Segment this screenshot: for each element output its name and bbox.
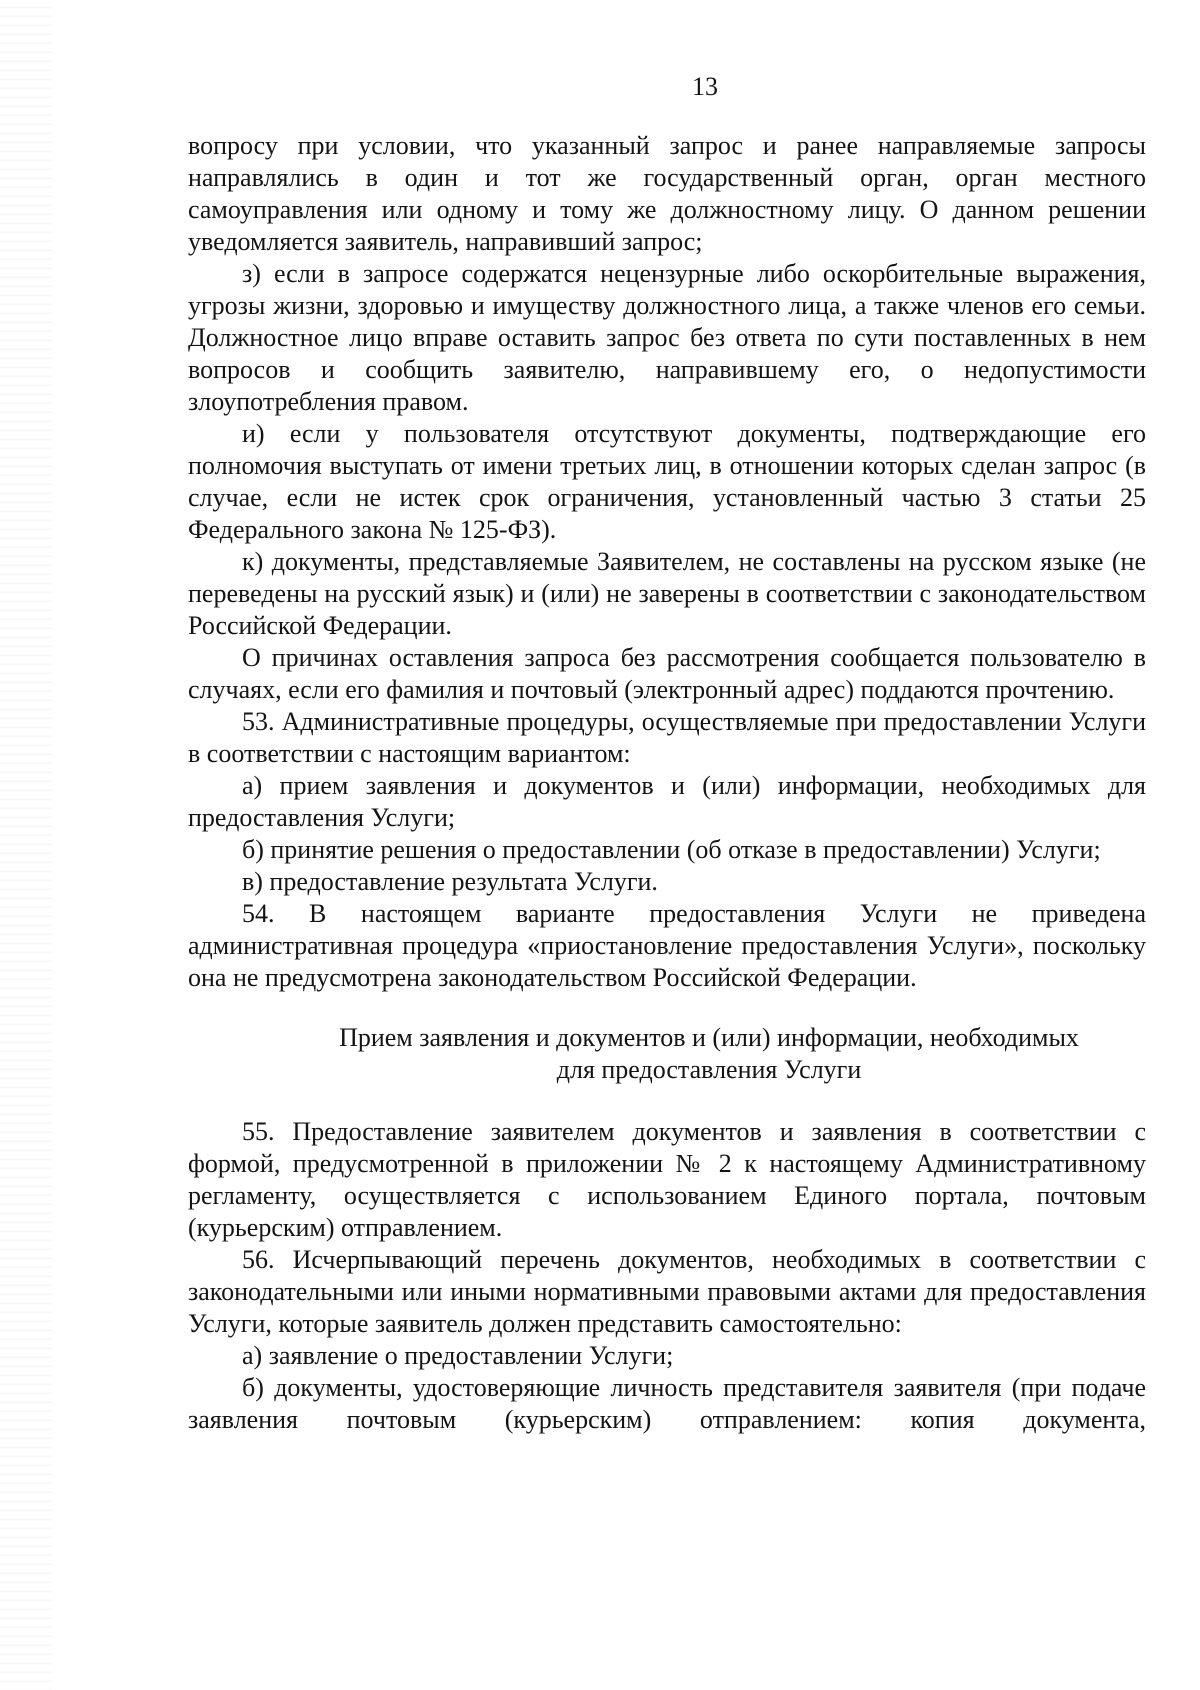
paragraph-54: 54. В настоящем варианте предоставления Услуги не приведена административная процедура «приостановление предоставления Услуги», поскольку она не предусмотрена законодательством Российской Федерации. (188, 899, 1146, 992)
paragraph-53-v: в) предоставление результата Услуги. (242, 867, 658, 896)
paragraph-55: 55. Предоставление заявителем документов и заявления в соответствии с формой, предусмотренной в приложении № 2 к настоящему Административному регламенту, осуществляется с использованием Единого портала, почтовым (курьерским) отправлением. (188, 1117, 1146, 1242)
section-heading-line-1: Прием заявления и документов и (или) информации, необходимых (339, 1023, 1079, 1052)
paragraph-56: 56. Исчерпывающий перечень документов, необходимых в соответствии с законодательными или иными нормативными правовыми актами для предоставления Услуги, которые заявитель должен представить самостоятельно: (188, 1245, 1146, 1338)
paragraph-reasons-notice: О причинах оставления запроса без рассмотрения сообщается пользователю в случаях, если его фамилия и почтовый (электронный адрес) поддаются прочтению. (188, 643, 1146, 704)
paragraph-56-b: б) документы, удостоверяющие личность представителя заявителя (при подаче заявления почтовым (курьерским) отправлением: копия документа, (188, 1373, 1146, 1434)
section-heading (188, 1022, 1146, 1086)
page-number: 13 (692, 72, 718, 101)
document-body (188, 130, 1146, 1436)
paragraph-item-k: к) документы, представляемые Заявителем, не составлены на русском языке (не переведены на русский язык) и (или) не заверены в соответствии с законодательством Российской Федерации. (188, 547, 1146, 640)
paragraph-item-z: з) если в запросе содержатся нецензурные либо оскорбительные выражения, угрозы жизни, здоровью и имуществу должностного лица, а также членов его семьи. Должностное лицо вправе оставить запрос без ответа по сути поставленных в нем вопросов и сообщить заявителю, направившему его, о недопустимости злоупотребления правом. (188, 259, 1146, 416)
paragraph-53: 53. Административные процедуры, осуществляемые при предоставлении Услуги в соответствии с настоящим вариантом: (188, 707, 1146, 768)
paragraph-continuation: вопросу при условии, что указанный запрос и ранее направляемые запросы направлялись в один и тот же государственный орган, орган местного самоуправления или одному и тому же должностному лицу. О данном решении уведомляется заявитель, направивший запрос; (188, 131, 1146, 256)
scan-edge-artifact (0, 0, 52, 1690)
paragraph-53-b: б) принятие решения о предоставлении (об отказе в предоставлении) Услуги; (242, 835, 1101, 864)
paragraph-56-a: а) заявление о предоставлении Услуги; (242, 1341, 674, 1370)
paragraph-item-i: и) если у пользователя отсутствуют документы, подтверждающие его полномочия выступать от имени третьих лиц, в отношении которых сделан запрос (в случае, если не истек срок ограничения, установленный частью 3 статьи 25 Федерального закона № 125-ФЗ). (188, 419, 1146, 544)
section-heading-line-2: для предоставления Услуги (556, 1055, 862, 1084)
paragraph-53-a: а) прием заявления и документов и (или) информации, необходимых для предоставления Услуги; (188, 771, 1146, 832)
